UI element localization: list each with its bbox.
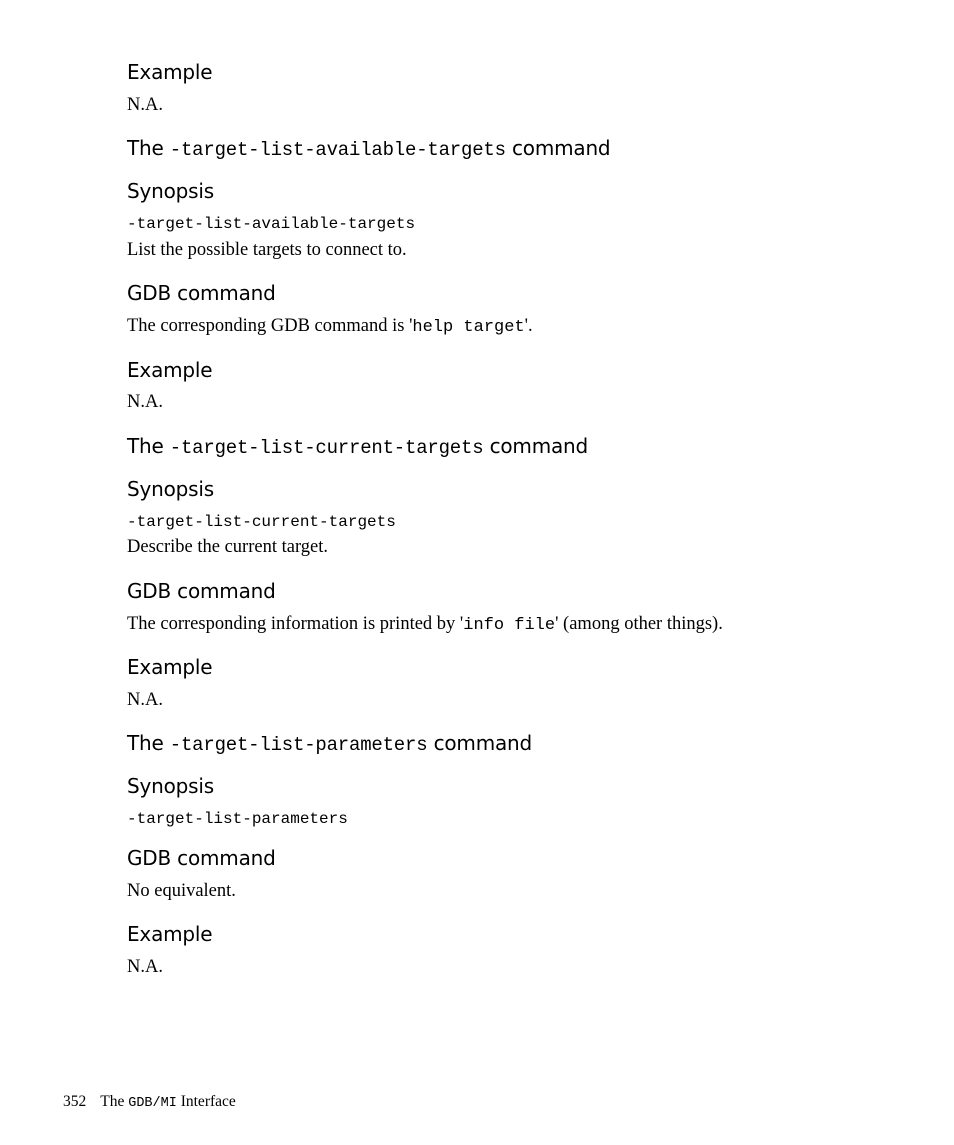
heading-example: Example <box>127 60 213 84</box>
gdb-command-text: No equivalent. <box>127 881 236 901</box>
heading-synopsis: Synopsis <box>127 774 214 798</box>
synopsis-code: -target-list-available-targets <box>127 215 416 233</box>
command-name: -target-list-available-targets <box>169 139 506 161</box>
description-text: Describe the current target. <box>127 537 329 557</box>
example-text: N.A. <box>127 690 163 710</box>
heading-synopsis: Synopsis <box>127 477 214 501</box>
gdb-command-text: The corresponding GDB command is 'help target'. <box>127 316 533 337</box>
heading-gdb-command: GDB command <box>127 281 276 305</box>
synopsis-code: -target-list-parameters <box>127 810 348 828</box>
synopsis-code: -target-list-current-targets <box>127 513 396 531</box>
example-text: N.A. <box>127 957 163 977</box>
gdb-command-text: The corresponding information is printed by 'info file' (among other things). <box>127 614 723 635</box>
heading-example: Example <box>127 655 213 679</box>
heading-gdb-command: GDB command <box>127 846 276 870</box>
heading-gdb-command: GDB command <box>127 579 276 603</box>
command-heading: The -target-list-current-targets command <box>127 434 589 459</box>
example-text: N.A. <box>127 95 163 115</box>
page-number: 352 <box>63 1093 87 1110</box>
command-heading: The -target-list-available-targets command <box>127 136 611 161</box>
example-text: N.A. <box>127 392 163 412</box>
command-name: -target-list-parameters <box>169 734 428 756</box>
command-name: -target-list-current-targets <box>169 437 484 459</box>
page-footer: 352 The GDB/MI Interface <box>63 1093 236 1111</box>
command-heading: The -target-list-parameters command <box>127 731 533 756</box>
heading-example: Example <box>127 922 213 946</box>
description-text: List the possible targets to connect to. <box>127 240 407 260</box>
heading-example: Example <box>127 358 213 382</box>
heading-synopsis: Synopsis <box>127 179 214 203</box>
